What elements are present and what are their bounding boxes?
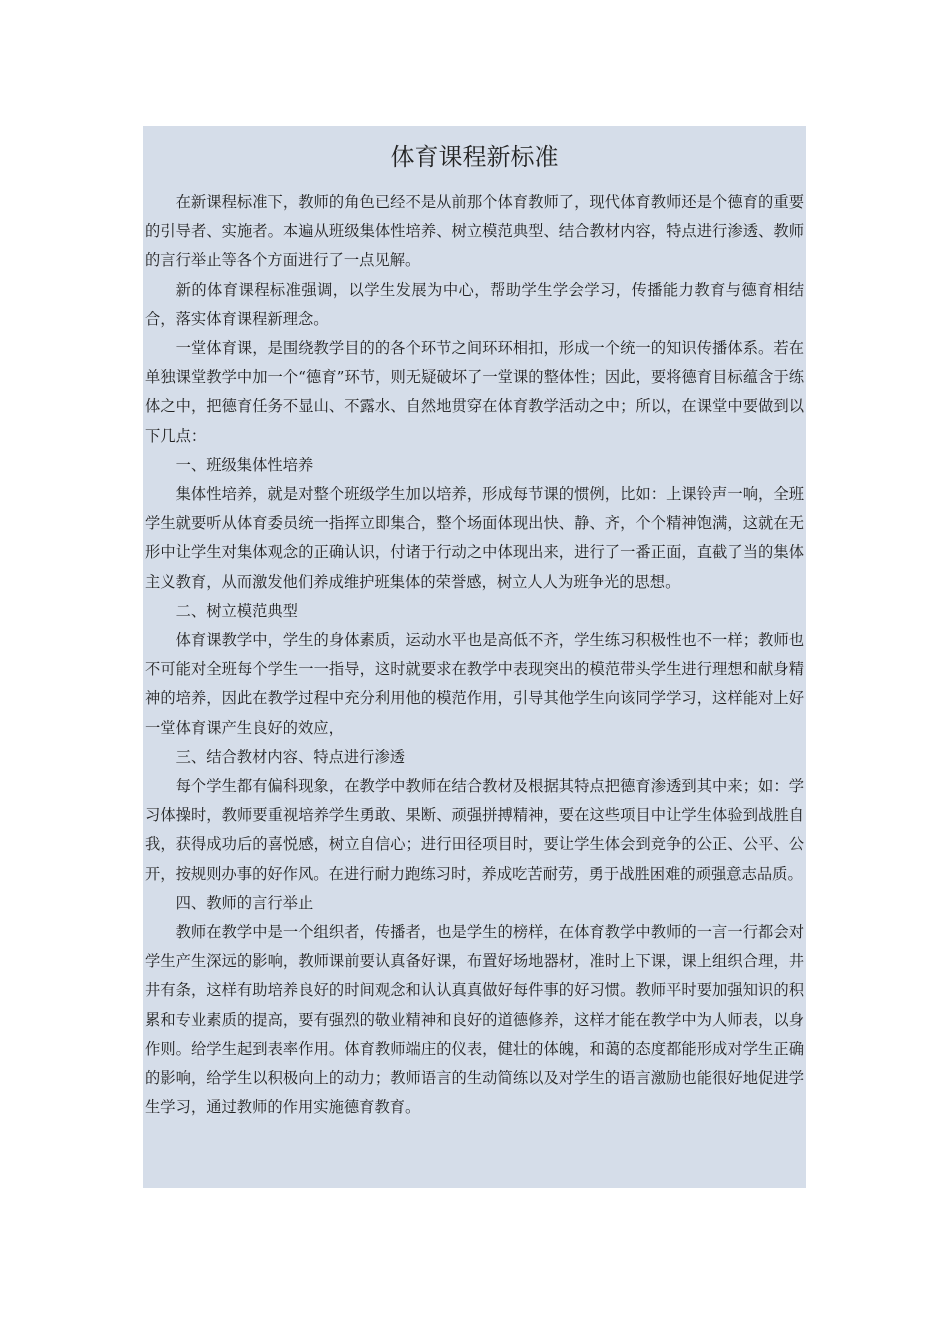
section-body-3: 每个学生都有偏科现象，在教学中教师在结合教材及根据其特点把德育渗透到其中来；如：学习体操时，教师要重视培养学生勇敢、果断、顽强拼搏精神，要在这些项目中让学生体验到战胜自我，获得成功后的喜悦感，树立自信心；进行田径项目时，要让学生体会到竞争的公正、公平、公开，按规则办事的好作风。在进行耐力跑练习时，养成吃苦耐劳，勇于战胜困难的顽强意志品质。 (145, 777, 804, 883)
section-body-4: 教师在教学中是一个组织者，传播者，也是学生的榜样，在体育教学中教师的一言一行都会对学生产生深远的影响，教师课前要认真备好课，布置好场地器材，准时上下课，课上组织合理，井井有条，这样有助培养良好的时间观念和认认真真做好每件事的好习惯。教师平时要加强知识的积累和专业素质的提高，要有强烈的敬业精神和良好的道德修养，这样才能在教学中为人师表，以身作则。给学生起到表率作用。体育教师端庄的仪表，健壮的体魄，和蔼的态度都能形成对学生正确的影响，给学生以积极向上的动力；教师语言的生动简练以及对学生的语言激励也能很好地促进学生学习，通过教师的作用实施德育教育。 (145, 923, 804, 1117)
section-heading-2: 二、树立模范典型 (175, 601, 298, 620)
document-title: 体育课程新标准 (390, 143, 559, 171)
lesson-paragraph: 一堂体育课，是围绕教学目的的各个环节之间环环相扣，形成一个统一的知识传播体系。若在单独课堂教学中加一个“德育”环节，则无疑破坏了一堂课的整体性；因此，要将德育目标蕴含于练体之中，把德育任务不显山、不露水、自然地贯穿在体育教学活动之中；所以，在课堂中要做到以下几点： (145, 339, 804, 445)
section-heading-4: 四、教师的言行举止 (175, 893, 314, 912)
section-body-1: 集体性培养，就是对整个班级学生加以培养，形成每节课的惯例，比如：上课铃声一响，全班学生就要听从体育委员统一指挥立即集合，整个场面体现出快、静、齐，个个精神饱满，这就在无形中让学生对集体观念的正确认识，付诸于行动之中体现出来，进行了一番正面，直截了当的集体主义教育，从而激发他们养成维护班集体的荣誉感，树立人人为班争光的思想。 (145, 485, 804, 591)
section-heading-3: 三、结合教材内容、特点进行渗透 (175, 747, 406, 766)
section-heading-1: 一、班级集体性培养 (175, 455, 314, 474)
intro-paragraph: 在新课程标准下，教师的角色已经不是从前那个体育教师了，现代体育教师还是个德育的重要的引导者、实施者。本遍从班级集体性培养、树立模范典型、结合教材内容，特点进行渗透、教师的言行举止等各个方面进行了一点见解。 (145, 193, 804, 270)
standard-paragraph: 新的体育课程标准强调，以学生发展为中心，帮助学生学会学习，传播能力教育与德育相结合，落实体育课程新理念。 (145, 280, 804, 328)
document-block (143, 126, 806, 1188)
section-body-2: 体育课教学中，学生的身体素质，运动水平也是高低不齐，学生练习积极性也不一样；教师也不可能对全班每个学生一一指导，这时就要求在教学中表现突出的模范带头学生进行理想和献身精神的培养，因此在教学过程中充分利用他的模范作用，引导其他学生向该同学学习，这样能对上好一堂体育课产生良好的效应， (145, 631, 804, 737)
